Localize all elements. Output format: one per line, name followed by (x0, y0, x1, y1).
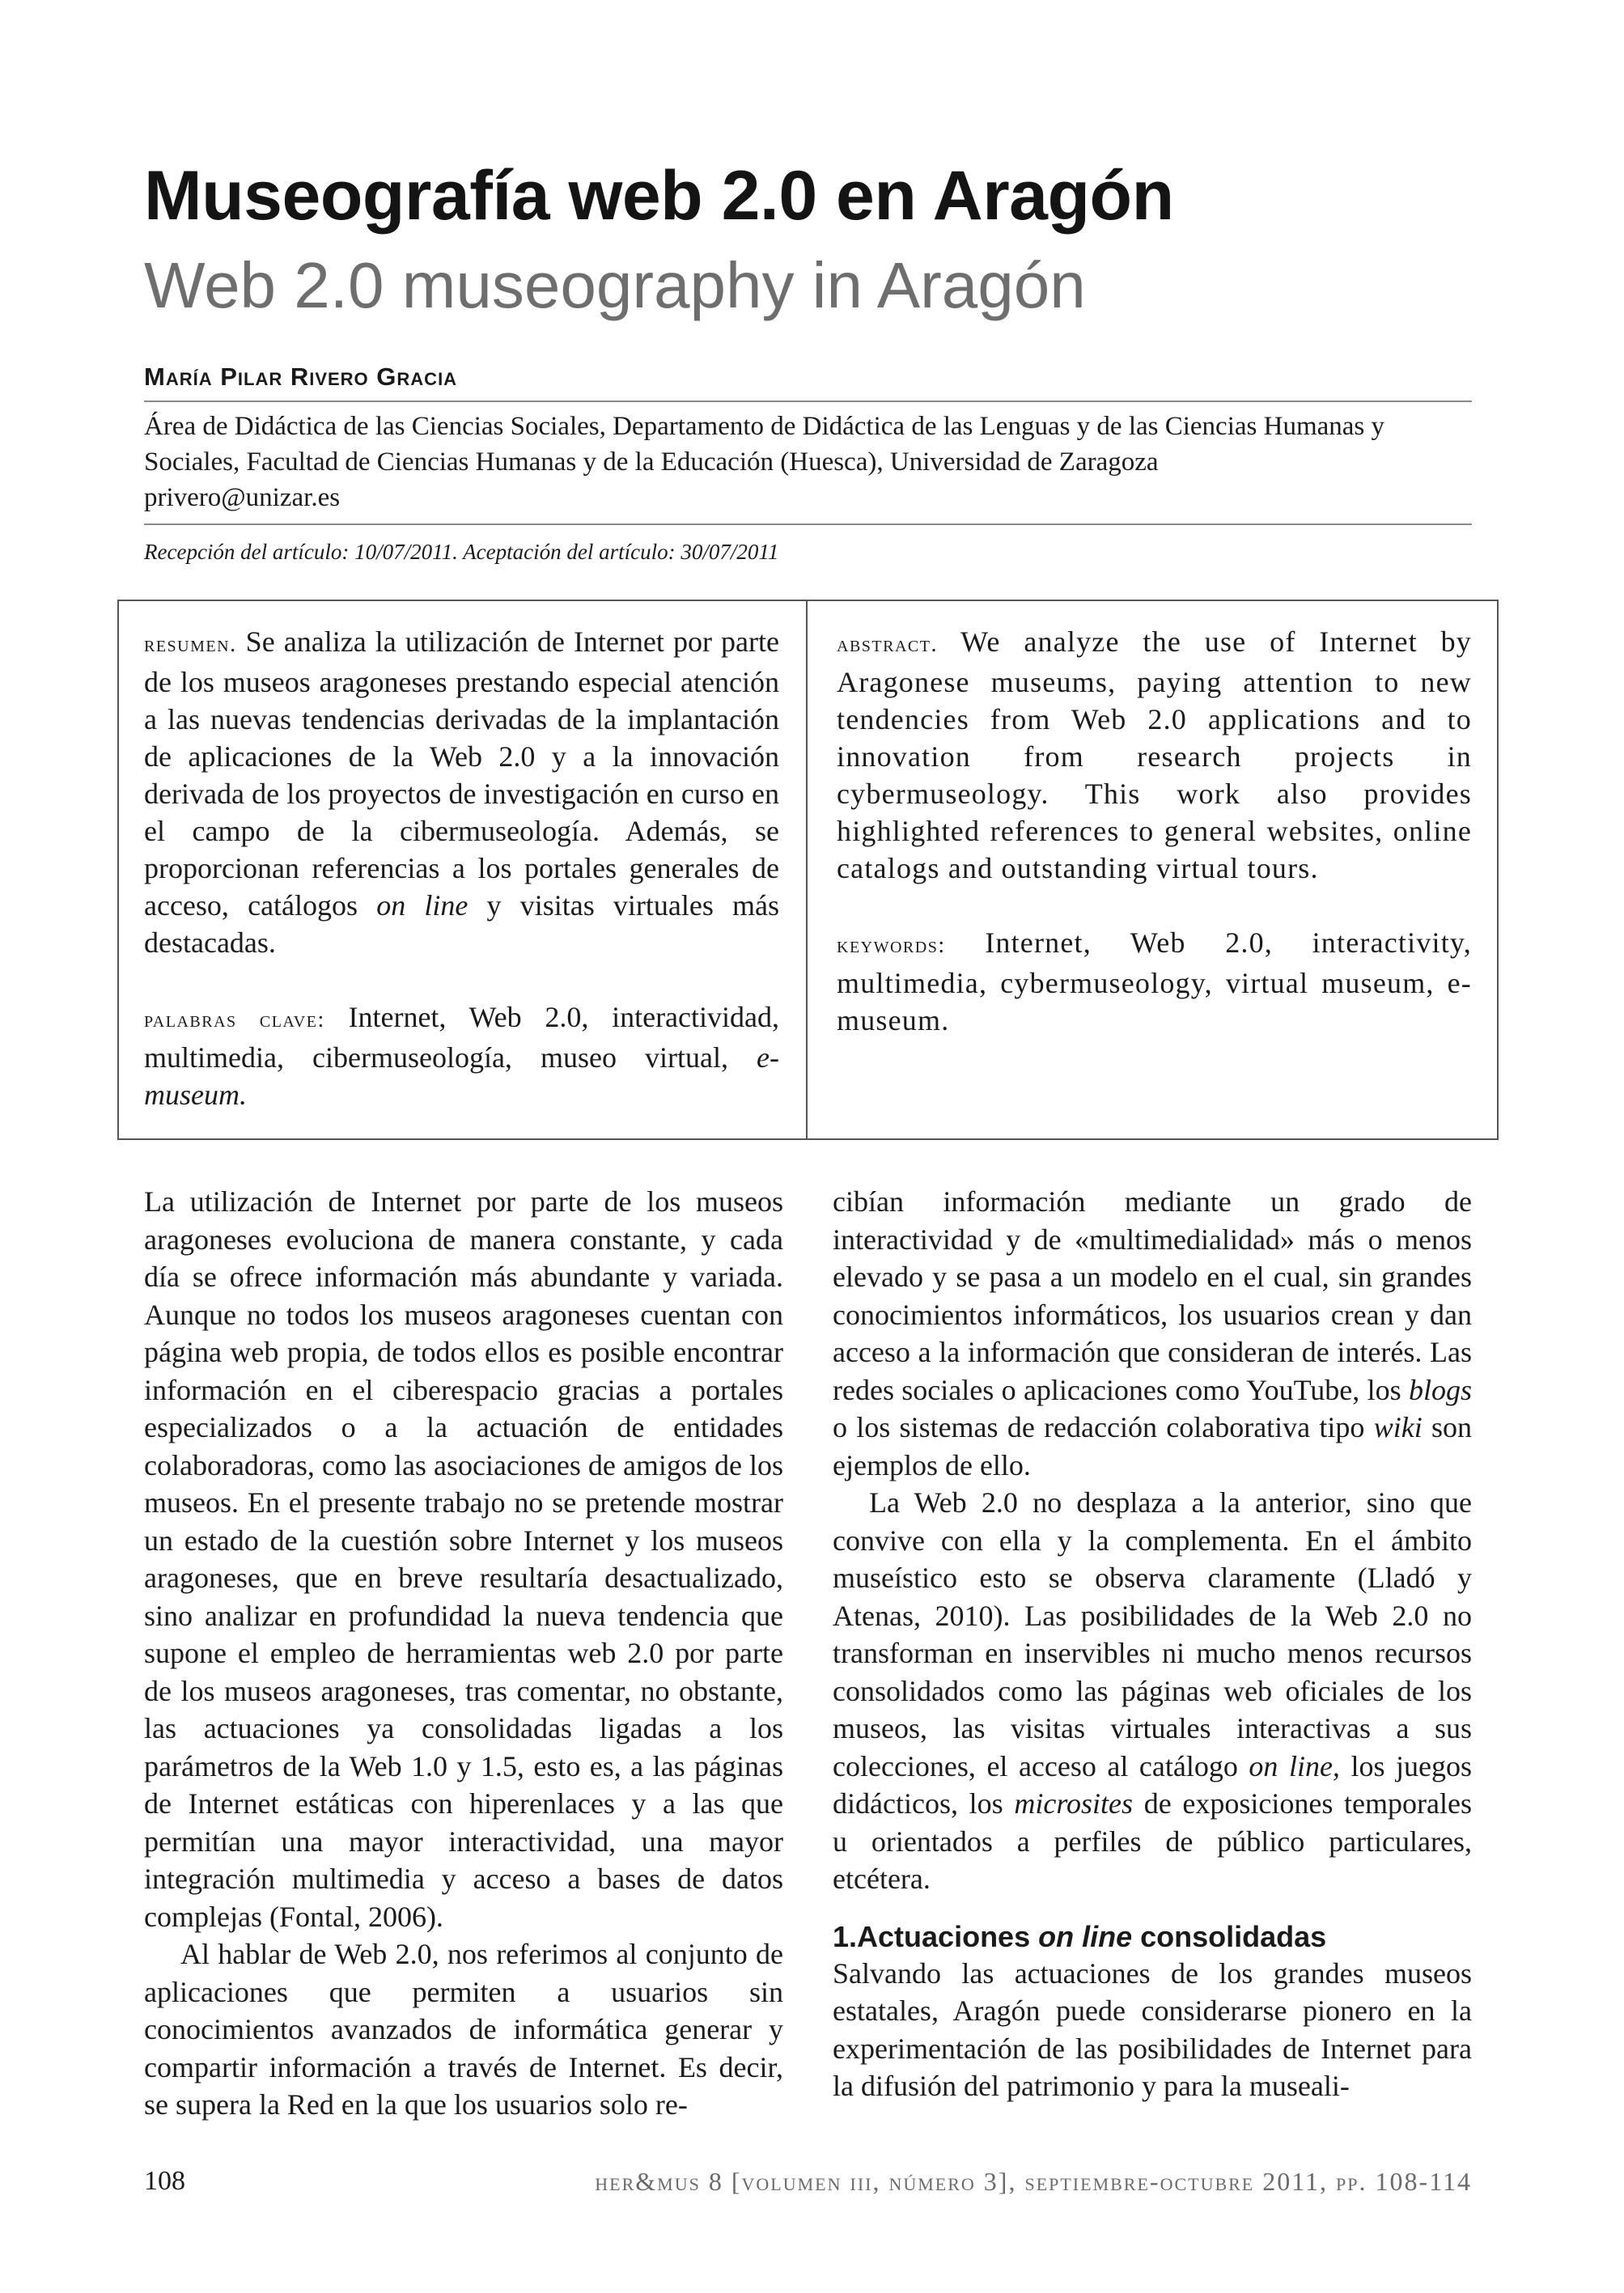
journal-citation: her&mus 8 [volumen iii, número 3], septiembre-octubre 2011, pp. 108-114 (595, 2167, 1472, 2196)
keywords-paragraph (837, 924, 1472, 1039)
author-affiliation (144, 409, 1472, 515)
author-email: privero@unizar.es (144, 483, 341, 512)
body-text: son ejemplos de ello. (833, 1411, 1472, 1481)
body-emphasis: blogs (1408, 1373, 1472, 1406)
keywords-label: keywords: (837, 933, 946, 958)
resumen-text: Se analiza la utilización de Internet por parte de los museos aragoneses prestando especial atención a las nuevas tendencias derivadas de la implantación de aplicaciones de la Web 2.0 y a la innovación derivada de los proyectos de investigación en curso en el campo de la cibermuseología. Además, se proporcionan referencias a los portales generales de acceso, catálogos (144, 625, 779, 922)
abstract-paragraph (837, 623, 1472, 887)
article-title: Museografía web 2.0 en Aragón (144, 157, 1174, 235)
resumen-paragraph (144, 623, 779, 961)
body-emphasis: on line, (1249, 1749, 1340, 1782)
body-column-left (144, 1183, 783, 2124)
affiliation-line: Área de Didáctica de las Ciencias Sociales, Departamento de Didáctica de las Lenguas y de las Ciencias Humanas y (144, 412, 1385, 441)
palabras-clave-label: palabras clave: (144, 1007, 325, 1032)
abstract-english (837, 623, 1472, 1039)
author-name: María Pilar Rivero Gracia (144, 362, 458, 391)
section-title-emphasis: on line (1038, 1919, 1133, 1953)
body-paragraph: Salvando las actuaciones de los grandes museos estatales, Aragón puede considerarse pionero en la experimentación de las posibilidades de Internet para la difusión del patrimonio y para la museali- (833, 1956, 1472, 2102)
section-title-end: consolidadas (1132, 1919, 1327, 1953)
affiliation-line: Sociales, Facultad de Ciencias Humanas y de la Educación (Huesca), Universidad de Zaragoza (144, 447, 1159, 477)
body-text: de exposiciones temporales u orientados a perfiles de público particulares, etcétera. (833, 1787, 1472, 1895)
body-text: los juegos didácticos, los (833, 1749, 1472, 1820)
body-text: La Web 2.0 no desplaza a la anterior, sino que convive con ella y la complementa. En el ámbito museístico esto se observa claramente (Lladó y Atenas, 2010). Las posibilidades de la Web 2.0 no transforman en inservibles ni mucho menos recursos consolidados como las páginas web oficiales de los museos, las visitas virtuales interactivas a sus colecciones, el acceso al catálogo (833, 1486, 1472, 1782)
palabras-clave-emphasis: e-museum. (144, 1041, 779, 1111)
page-number: 108 (144, 2166, 185, 2196)
abstract-label: abstract. (837, 632, 938, 657)
header-rule-top (144, 401, 1472, 402)
body-paragraph: La utilización de Internet por parte de los museos aragoneses evoluciona de manera constante, y cada día se ofrece información más abundante y variada. Aunque no todos los museos aragoneses cuentan con página web propia, de todos ellos es posible encontrar información en el ciberespacio gracias a portales especializados o a la actuación de entidades colaboradoras, como las asociaciones de amigos de los museos. En el presente trabajo no se pretende mostrar un estado de la cuestión sobre Internet y los museos aragoneses, que en breve resultaría desactualizado, sino analizar en profundidad la nueva tendencia que supone el empleo de herramientas web 2.0 por parte de los museos aragoneses, tras comentar, no obstante, las actuaciones ya consolidadas ligadas a los parámetros de la Web 1.0 y 1.5, esto es, a las páginas de Internet estáticas con hiperenlaces y a las que permitían una mayor interactividad, una mayor integración multimedia y acceso a bases de datos complejas (Fontal, 2006). (144, 1185, 783, 1933)
body-column-right (833, 1183, 1472, 2105)
body-paragraph (833, 1183, 1472, 1484)
reception-dates: Recepción del artículo: 10/07/2011. Aceptación del artículo: 30/07/2011 (144, 540, 779, 564)
body-emphasis: wiki (1373, 1411, 1423, 1443)
header-rule-bottom (144, 523, 1472, 525)
abstract-text: We analyze the use of Internet by Aragonese museums, paying attention to new tendencies from Web 2.0 applications and to innovation from research projects in cybermuseology. This work also provides highlighted references to general websites, online catalogs and outstanding virtual tours. (837, 625, 1472, 884)
body-paragraph: Al hablar de Web 2.0, nos referimos al conjunto de aplicaciones que permiten a usuarios sin conocimientos avanzados de informática generar y compartir información a través de Internet. Es decir, se supera la Red en la que los usuarios solo re- (144, 1938, 783, 2121)
resumen-label: resumen. (144, 632, 237, 657)
abstract-divider (806, 600, 808, 1140)
section-heading (833, 1919, 1472, 1955)
keywords-text: Internet, Web 2.0, interactivity, multimedia, cybermuseology, virtual museum, e-museum. (837, 926, 1472, 1036)
section-title: Actuaciones (857, 1919, 1039, 1953)
palabras-clave-text: Internet, Web 2.0, interactividad, multimedia, cibermuseología, museo virtual, (144, 1001, 779, 1074)
resumen-text-end: y visitas virtuales más destacadas. (144, 889, 779, 959)
abstract-spanish (144, 623, 779, 1113)
resumen-emphasis: on line (376, 889, 469, 922)
body-text: o los sistemas de redacción colaborativa tipo (833, 1411, 1374, 1443)
palabras-clave-paragraph (144, 998, 779, 1113)
article-subtitle: Web 2.0 museography in Aragón (144, 249, 1086, 321)
body-paragraph (833, 1484, 1472, 1898)
body-text: cibían información mediante un grado de interactividad y de «multimedialidad» más o menos elevado y se pasa a un modelo en el cual, sin grandes conocimientos informáticos, los usuarios crean y dan acceso a la información que consideran de interés. Las redes sociales o aplicaciones como YouTube, los (833, 1185, 1472, 1406)
section-number: 1. (833, 1919, 858, 1953)
body-emphasis: microsites (1014, 1787, 1134, 1820)
